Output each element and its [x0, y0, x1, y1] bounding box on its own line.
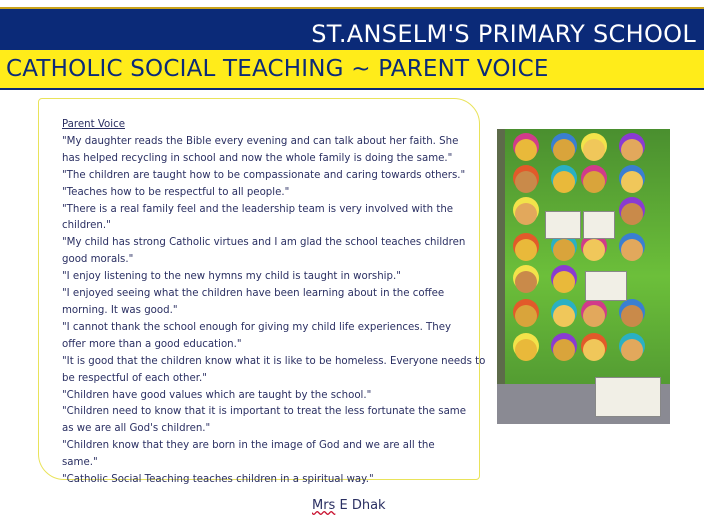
painted-face [621, 339, 643, 361]
painted-face [583, 239, 605, 261]
quote-line: "Teaches how to be respectful to all people." [62, 186, 290, 198]
painted-face [621, 139, 643, 161]
quote-line: same." [62, 457, 98, 469]
quote-line: "Children have good values which are taught by the school." [62, 389, 372, 401]
painted-face [621, 239, 643, 261]
parent-voice-quotes [62, 117, 486, 489]
painted-face [515, 271, 537, 293]
painted-face [621, 203, 643, 225]
painted-face [553, 339, 575, 361]
photo-notice [595, 377, 661, 417]
painted-face [621, 305, 643, 327]
painted-face [553, 305, 575, 327]
quotes-heading: Parent Voice [62, 119, 125, 130]
painted-face [515, 339, 537, 361]
painted-face [583, 339, 605, 361]
painted-face [553, 271, 575, 293]
school-name: ST.ANSELM'S PRIMARY SCHOOL [311, 20, 696, 48]
quote-line: good morals." [62, 254, 134, 266]
photo-notice [585, 271, 627, 301]
painted-face [553, 171, 575, 193]
quote-line: "I enjoyed seeing what the children have been learning about in the coffee [62, 288, 445, 300]
quote-line: "I cannot thank the school enough for giving my child life experiences. They [62, 321, 452, 333]
painted-face [515, 171, 537, 193]
quote-line: morning. It was good." [62, 304, 178, 316]
display-board-photo [497, 129, 670, 424]
photo-notice [545, 211, 581, 239]
painted-face [553, 239, 575, 261]
quote-line: "It is good that the children know what it is like to be homeless. Everyone needs to [62, 355, 486, 367]
quote-line: has helped recycling in school and now the whole family is doing the same." [62, 152, 453, 164]
signature [312, 498, 386, 513]
painted-face [515, 139, 537, 161]
painted-face [515, 239, 537, 261]
painted-face [515, 203, 537, 225]
quote-line: be respectful of each other." [62, 372, 207, 384]
top-margin [0, 0, 704, 7]
photo-notice [583, 211, 615, 239]
painted-face [583, 139, 605, 161]
quote-line: "There is a real family feel and the leadership team is very involved with the [62, 203, 454, 215]
painted-face [583, 305, 605, 327]
quote-line: offer more than a good education." [62, 338, 242, 350]
page-title: CATHOLIC SOCIAL TEACHING ~ PARENT VOICE [6, 56, 549, 82]
signature-name: E Dhak [335, 498, 386, 513]
painted-face [621, 171, 643, 193]
title-bar [0, 48, 704, 90]
signature-title: Mrs [312, 498, 336, 513]
quote-line: as we are all God's children." [62, 423, 211, 435]
painted-face [583, 171, 605, 193]
quote-line: "Catholic Social Teaching teaches children in a spiritual way." [62, 474, 374, 486]
header-bar [0, 7, 704, 48]
painted-face [553, 139, 575, 161]
quote-line: "The children are taught how to be compassionate and caring towards others." [62, 169, 466, 181]
quote-line: "I enjoy listening to the new hymns my child is taught in worship." [62, 271, 401, 283]
painted-face [515, 305, 537, 327]
photo-frame-edge [497, 129, 505, 424]
quote-line: "Children need to know that it is important to treat the less fortunate the same [62, 406, 467, 418]
quote-line: "Children know that they are born in the image of God and we are all the [62, 440, 435, 452]
quote-line: "My child has strong Catholic virtues and I am glad the school teaches children [62, 237, 466, 249]
quote-line: "My daughter reads the Bible every evening and can talk about her faith. She [62, 135, 459, 147]
quote-line: children." [62, 220, 111, 232]
